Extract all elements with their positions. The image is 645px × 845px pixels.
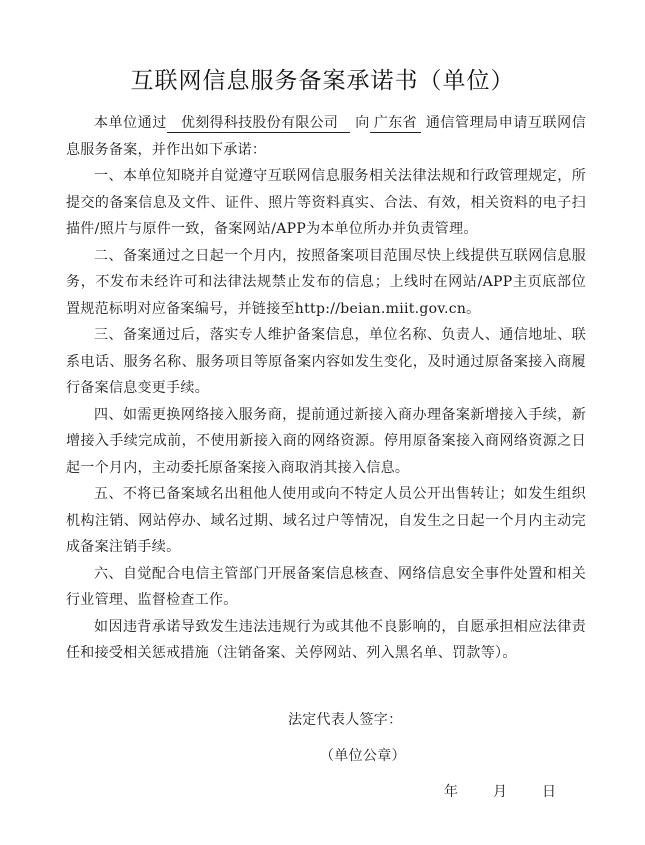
document-body [66, 110, 586, 667]
clause-5: 五、不将已备案域名出租他人使用或向不特定人员公开出售转让；如发生组织机构注销、网站停办、域名过期、域名过户等情况，自发生之日起一个月内主动完成备案注销手续。 [66, 486, 586, 555]
intro-paragraph [66, 110, 586, 163]
seal-label: （单位公章） [320, 748, 406, 764]
intro-suffix: 通信管理局申请互联网信息服务备案，并作出如下承诺： [66, 115, 586, 158]
clause-1: 一、本单位知晓并自觉遵守互联网信息服务相关法律法规和行政管理规定，所提交的备案信息及文件、证件、照片等资料真实、合法、有效，相关资料的电子扫描件/照片与原件一致，备案网站/APP为本单位所办并负责管理。 [66, 168, 586, 237]
signature-label: 法定代表人签字： [288, 712, 403, 728]
intro-middle: 向 [355, 115, 370, 131]
document-title: 互联网信息服务备案承诺书（单位） [130, 68, 515, 94]
liability-paragraph: 如因违背承诺导致发生违法违规行为或其他不良影响的，自愿承担相应法律责任和接受相关惩戒措施（注销备案、关停网站、列入黑名单、罚款等）。 [66, 618, 586, 661]
clause-3: 三、备案通过后，落实专人维护备案信息，单位名称、负责人、通信地址、联系电话、服务名称、服务项目等原备案内容如发生变化，及时通过原备案接入商履行备案信息变更手续。 [66, 327, 586, 396]
date-year-label: 年 [444, 784, 459, 800]
date-month-label: 月 [493, 784, 508, 800]
clause-2: 二、备案通过之日起一个月内，按照备案项目范围尽快上线提供互联网信息服务，不发布未经许可和法律法规禁止发布的信息；上线时在网站/APP主页底部位置规范标明对应备案编号，并链接至http://beian.miit.gov.cn。 [66, 247, 586, 317]
province-name: 广东省 [370, 114, 421, 133]
clause-6: 六、自觉配合电信主管部门开展备案信息核查、网络信息安全事件处置和相关行业管理、监督检查工作。 [66, 565, 586, 608]
intro-prefix: 本单位通过 [94, 115, 167, 131]
date-day-label: 日 [542, 784, 557, 800]
clause-4: 四、如需更换网络接入服务商，提前通过新接入商办理备案新增接入手续，新增接入手续完成前，不使用新接入商的网络资源。停用原备案接入商网络资源之日起一个月内，主动委托原备案接入商取消其接入信息。 [66, 406, 586, 476]
company-name: 优刻得科技股份有限公司 [167, 114, 350, 133]
